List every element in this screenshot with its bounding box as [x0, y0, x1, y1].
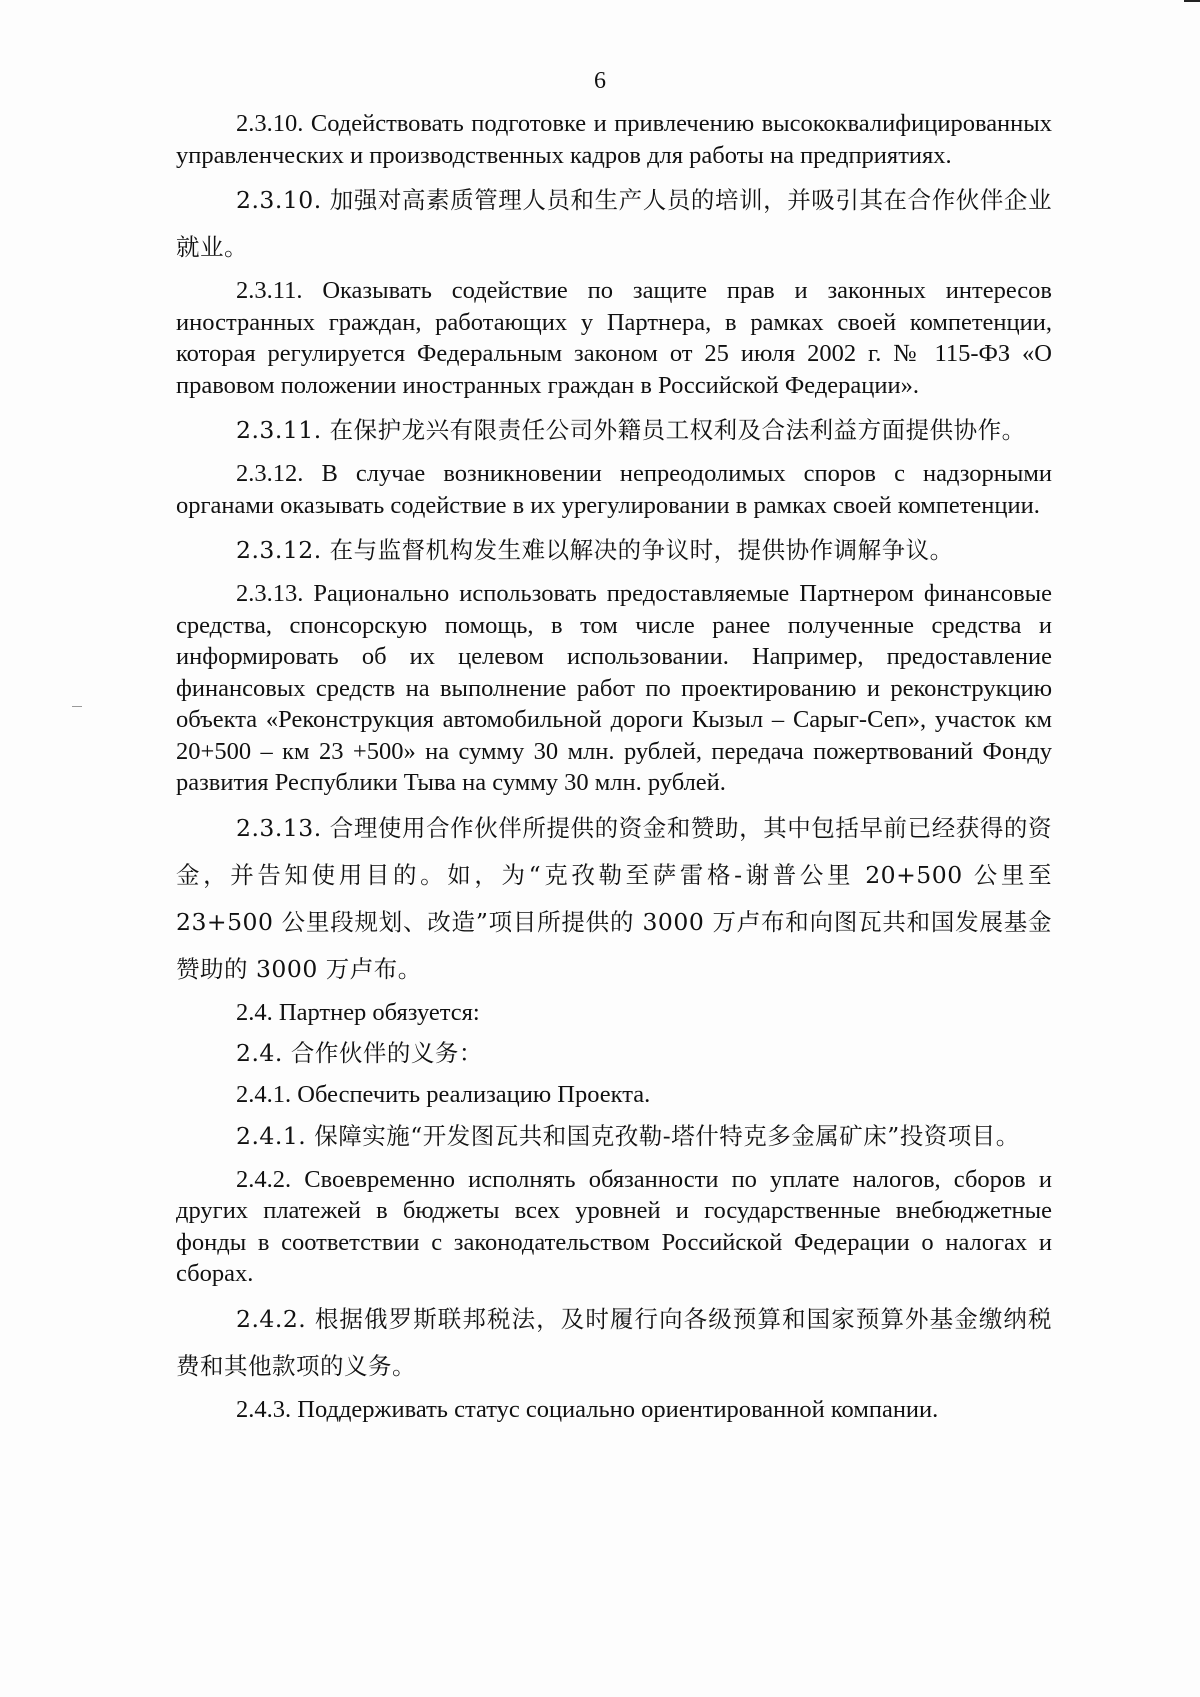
- paragraph-2-3-12-zh: 2.3.12. 在与监督机构发生难以解决的争议时，提供协作调解争议。: [236, 536, 954, 564]
- paragraph-2-3-11-ru: 2.3.11. Оказывать содействие по защите прав и законных интересов иностранных граждан, работающих у Партнера, в рамках своей компетенции, которая регулируется Федеральным законом от 25 июля 2002 г. № 115-ФЗ «О правовом положении иностранных граждан в Российской Федерации».: [176, 277, 1052, 399]
- paragraph-2-4-ru: 2.4. Партнер обязуется:: [236, 998, 480, 1026]
- scan-edge-mark: [1184, 0, 1200, 2]
- paragraph-2-3-11-zh: 2.3.11. 在保护龙兴有限责任公司外籍员工权利及合法利益方面提供协作。: [236, 416, 1026, 444]
- paragraph-2-4-1-ru: 2.4.1. Обеспечить реализацию Проекта.: [236, 1081, 651, 1108]
- paragraph-2-4-1-zh: 2.4.1. 保障实施“开发图瓦共和国克孜勒-塔什特克多金属矿床”投资项目。: [236, 1121, 1020, 1150]
- paragraph-2-4-zh: 2.4. 合作伙伴的义务：: [236, 1039, 483, 1067]
- page-number: 6: [594, 68, 606, 94]
- paragraph-2-3-13-ru: 2.3.13. Рационально использовать предоставляемые Партнером финансовые средства, спонсорскую помощь, в том числе ранее полученные средства и информировать об их целевом использовании. Например, предоставление финансовых средств на выполнение работ по проектированию и реконструкцию объекта «Реконструкция автомобильной дороги Кызыл – Сарыг-Сеп», участок км 20+500 – км 23 +500» на сумму 30 млн. рублей, передача пожертвований Фонду развития Республики Тыва на сумму 30 млн. рублей.: [176, 580, 1052, 796]
- document-body: [176, 108, 1052, 1431]
- paragraph-2-4-3-ru: 2.4.3. Поддерживать статус социально ориентированной компании.: [236, 1395, 939, 1423]
- paragraph-2-3-13-zh: 2.3.13. 合理使用合作伙伴所提供的资金和赞助，其中包括早前已经获得的资金，并告知使用目的。如，为“克孜勒至萨雷格-谢普公里 20+500 公里至 23+500 公里段规划、改造”项目所提供的 3000 万卢布和向图瓦共和国发展基金赞助的 3000 万卢布。: [176, 813, 1052, 983]
- scan-margin-mark: [72, 706, 82, 707]
- paragraph-2-3-10-zh: 2.3.10. 加强对高素质管理人员和生产人员的培训，并吸引其在合作伙伴企业就业。: [176, 186, 1052, 261]
- paragraph-2-3-10-ru: 2.3.10. Содействовать подготовке и привлечению высококвалифицированных управленческих и производственных кадров для работы на предприятиях.: [176, 110, 1052, 169]
- paragraph-2-4-2-ru: 2.4.2. Своевременно исполнять обязанности по уплате налогов, сборов и других платежей в бюджеты всех уровней и государственные внебюджетные фонды в соответствии с законодательством Российской Федерации о налогах и сборах.: [176, 1165, 1052, 1287]
- paragraph-2-4-2-zh: 2.4.2. 根据俄罗斯联邦税法，及时履行向各级预算和国家预算外基金缴纳税费和其他款项的义务。: [176, 1304, 1052, 1380]
- paragraph-2-3-12-ru: 2.3.12. В случае возникновении непреодолимых споров с надзорными органами оказывать содействие в их урегулировании в рамках своей компетенции.: [176, 460, 1052, 519]
